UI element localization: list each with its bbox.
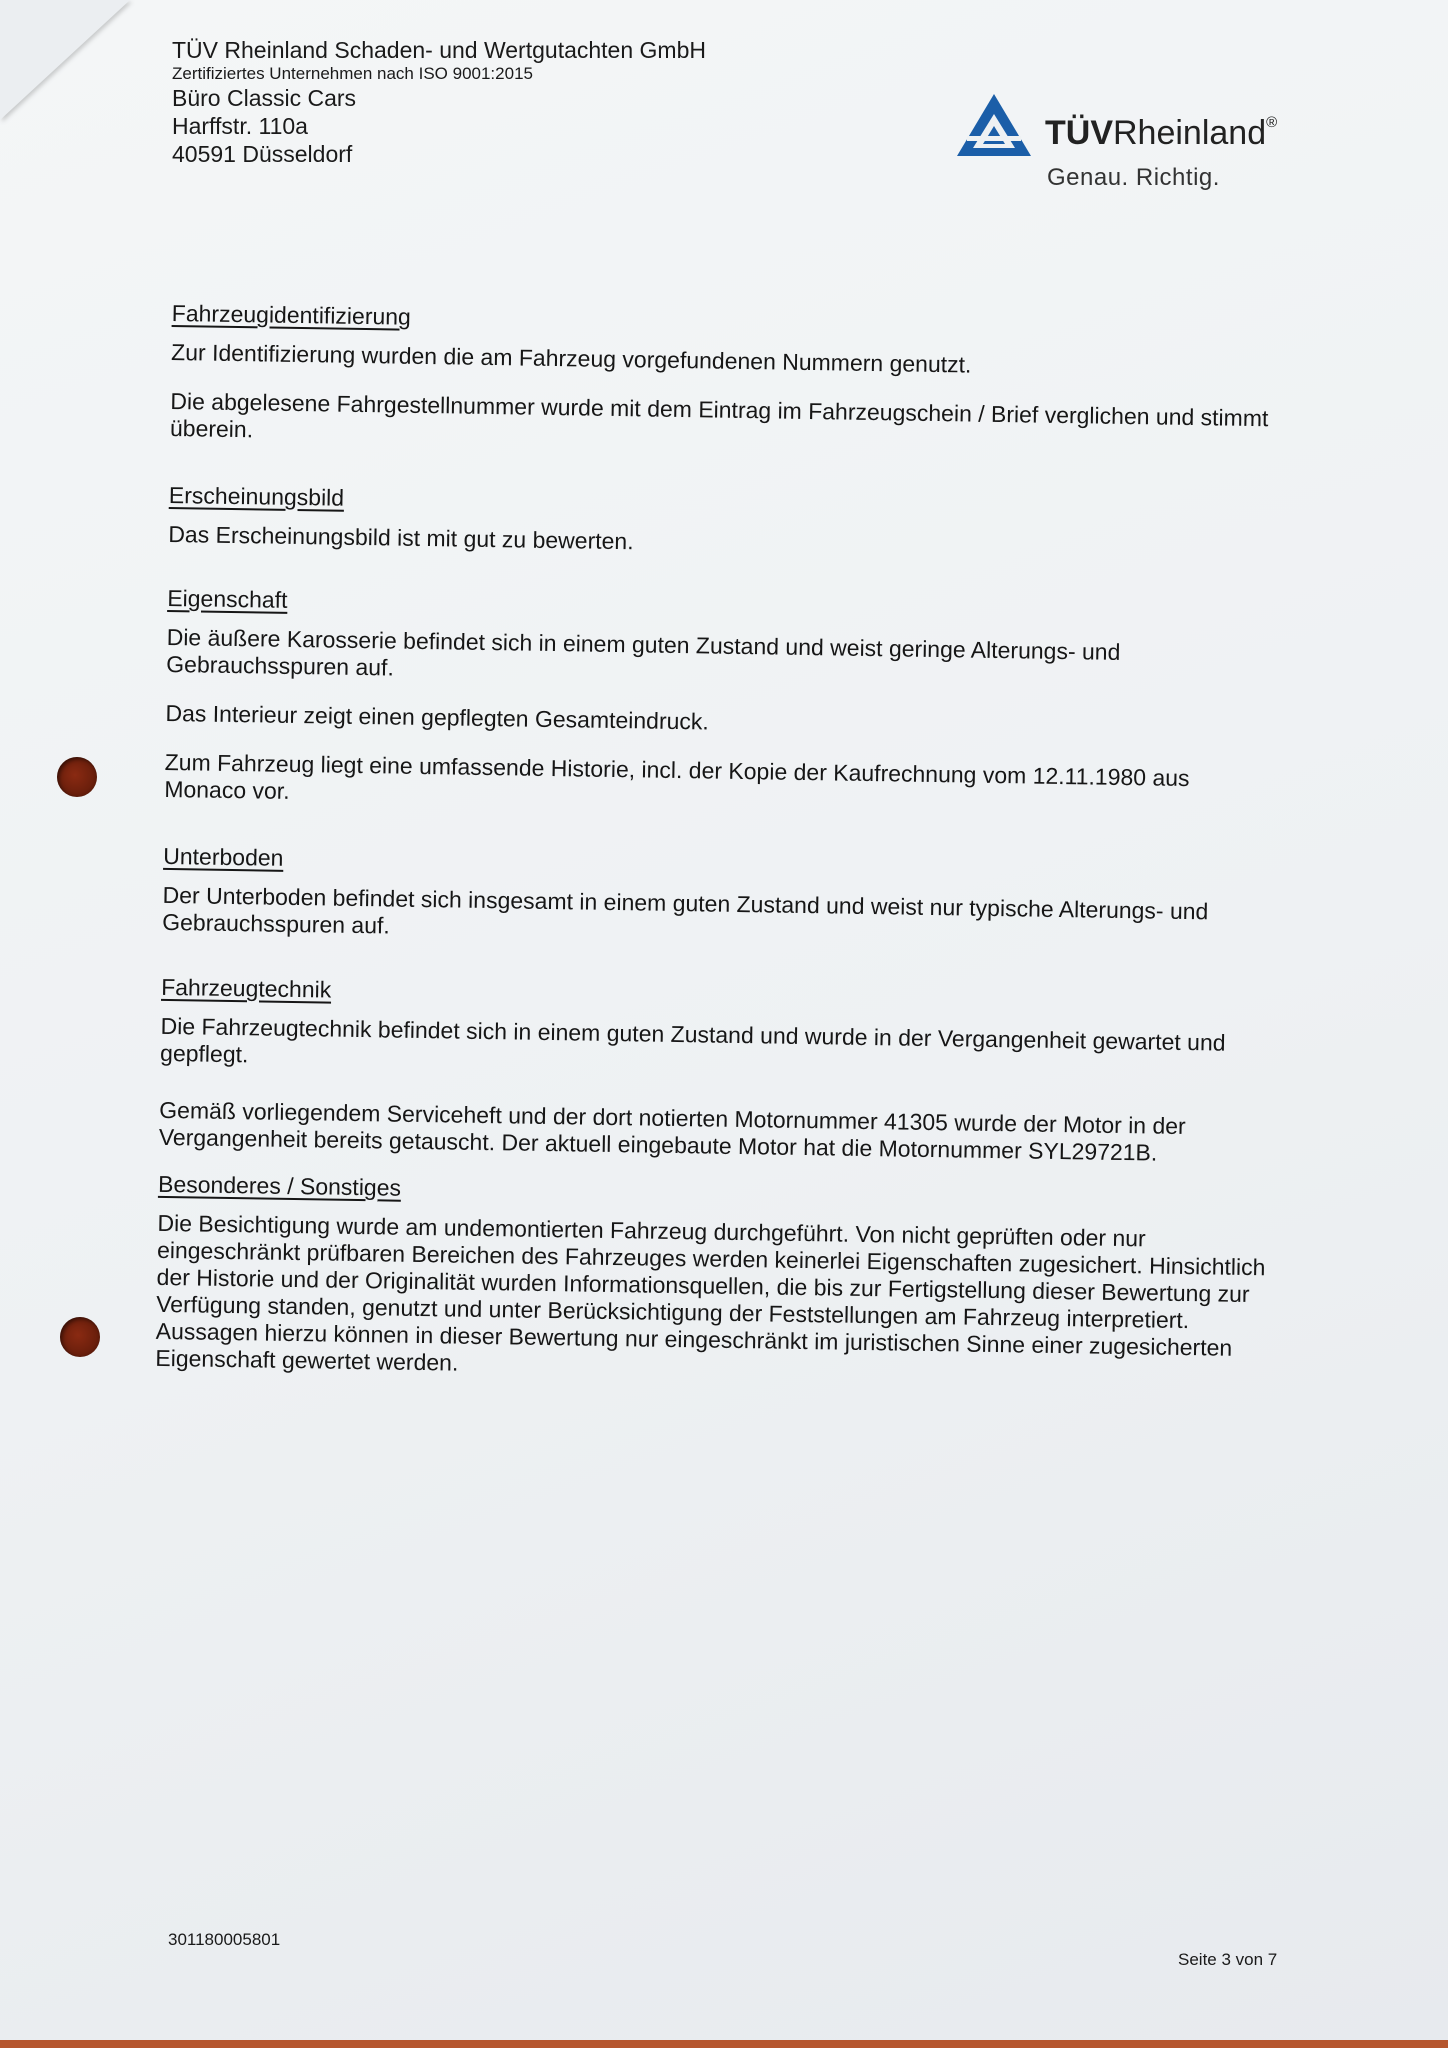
sender-city: 40591 Düsseldorf [172,141,353,167]
logo-wordmark [1045,114,1277,153]
logo-slogan: Genau. Richtig. [1047,164,1220,191]
report-body [155,300,1347,1390]
page-number: Seite 3 von 7 [1178,1950,1278,1969]
registered-mark: ® [1266,114,1278,131]
section-paragraph: Gemäß vorliegendem Serviceheft und der dort notierten Motornummer 41305 wurde der Motor in der Vergangenheit bereits getauscht. Der aktuell eingebaute Motor hat die Motornummer SYL29721B. [158,1096,1186,1166]
punch-hole-lower [60,1317,100,1357]
triangle-logo-icon [955,92,1033,160]
tuv-rheinland-logo [955,92,1355,202]
section-paragraph: Die äußere Karosserie befindet sich in einem guten Zustand und weist geringe Alterungs- und Gebrauchsspuren auf. [166,623,1121,681]
section-paragraph: Zur Identifizierung wurden die am Fahrzeug vorgefundenen Nummern genutzt. [170,338,972,378]
section-heading-miscellaneous: Besonderes / Sonstiges [157,1170,402,1201]
section-heading-technology: Fahrzeugtechnik [161,973,332,1003]
section-heading-property: Eigenschaft [167,584,288,613]
document-id: 301180005801 [168,1930,281,1949]
section-heading-identification: Fahrzeugidentifizierung [171,300,412,330]
sender-street: Harffstr. 110a [172,113,308,139]
sender-address-block [172,36,706,168]
section-paragraph: Die Fahrzeugtechnik befindet sich in einem guten Zustand und wurde in der Vergangenheit gewartet und gepflegt. [159,1012,1226,1068]
section-heading-underbody: Unterboden [163,842,284,871]
punch-hole-upper [57,757,97,797]
section-paragraph: Die Besichtigung wurde am undemontierten Fahrzeug durchgeführt. Von nicht geprüften oder nur eingeschränkt prüfbaren Bereichen des Fahrzeuges werden keinerlei Eigenschaften zugesichert. Hinsichtlich der Historie und der Originalität wurden Informationsquellen, die bis zur Fertigstellung dieser Bewertung zur Verfügung standen, genutzt und unter Berücksichtigung der Feststellungen am Fahrzeug interpretiert. Aussagen hierzu können in dieser Bewertung nur eingeschränkt im juristischen Sinne einer zugesicherten Eigenschaft gewertet werden. [155,1209,1266,1376]
logo-brand-bold: TÜV [1045,114,1113,152]
section-paragraph: Die abgelesene Fahrgestellnummer wurde mit dem Eintrag im Fahrzeugschein / Brief verglichen und stimmt überein. [169,387,1269,443]
section-paragraph: Zum Fahrzeug liegt eine umfassende Historie, incl. der Kopie der Kaufrechnung vom 12.11.1980 aus Monaco vor. [164,748,1190,804]
sender-office: Büro Classic Cars [172,85,357,111]
logo-brand-rest: Rheinland [1113,114,1267,152]
section-paragraph: Das Interieur zeigt einen gepflegten Gesamteindruck. [165,699,710,735]
folded-corner [0,0,130,120]
section-heading-appearance: Erscheinungsbild [168,481,345,511]
section-paragraph: Der Unterboden befindet sich insgesamt in einem guten Zustand und weist nur typische Alterungs- und Gebrauchsspuren auf. [162,881,1209,939]
sender-company: TÜV Rheinland Schaden- und Wertgutachten GmbH [172,37,706,63]
section-paragraph: Das Erscheinungsbild ist mit gut zu bewerten. [168,520,634,555]
sender-certification: Zertifiziertes Unternehmen nach ISO 9001:2015 [172,64,533,83]
